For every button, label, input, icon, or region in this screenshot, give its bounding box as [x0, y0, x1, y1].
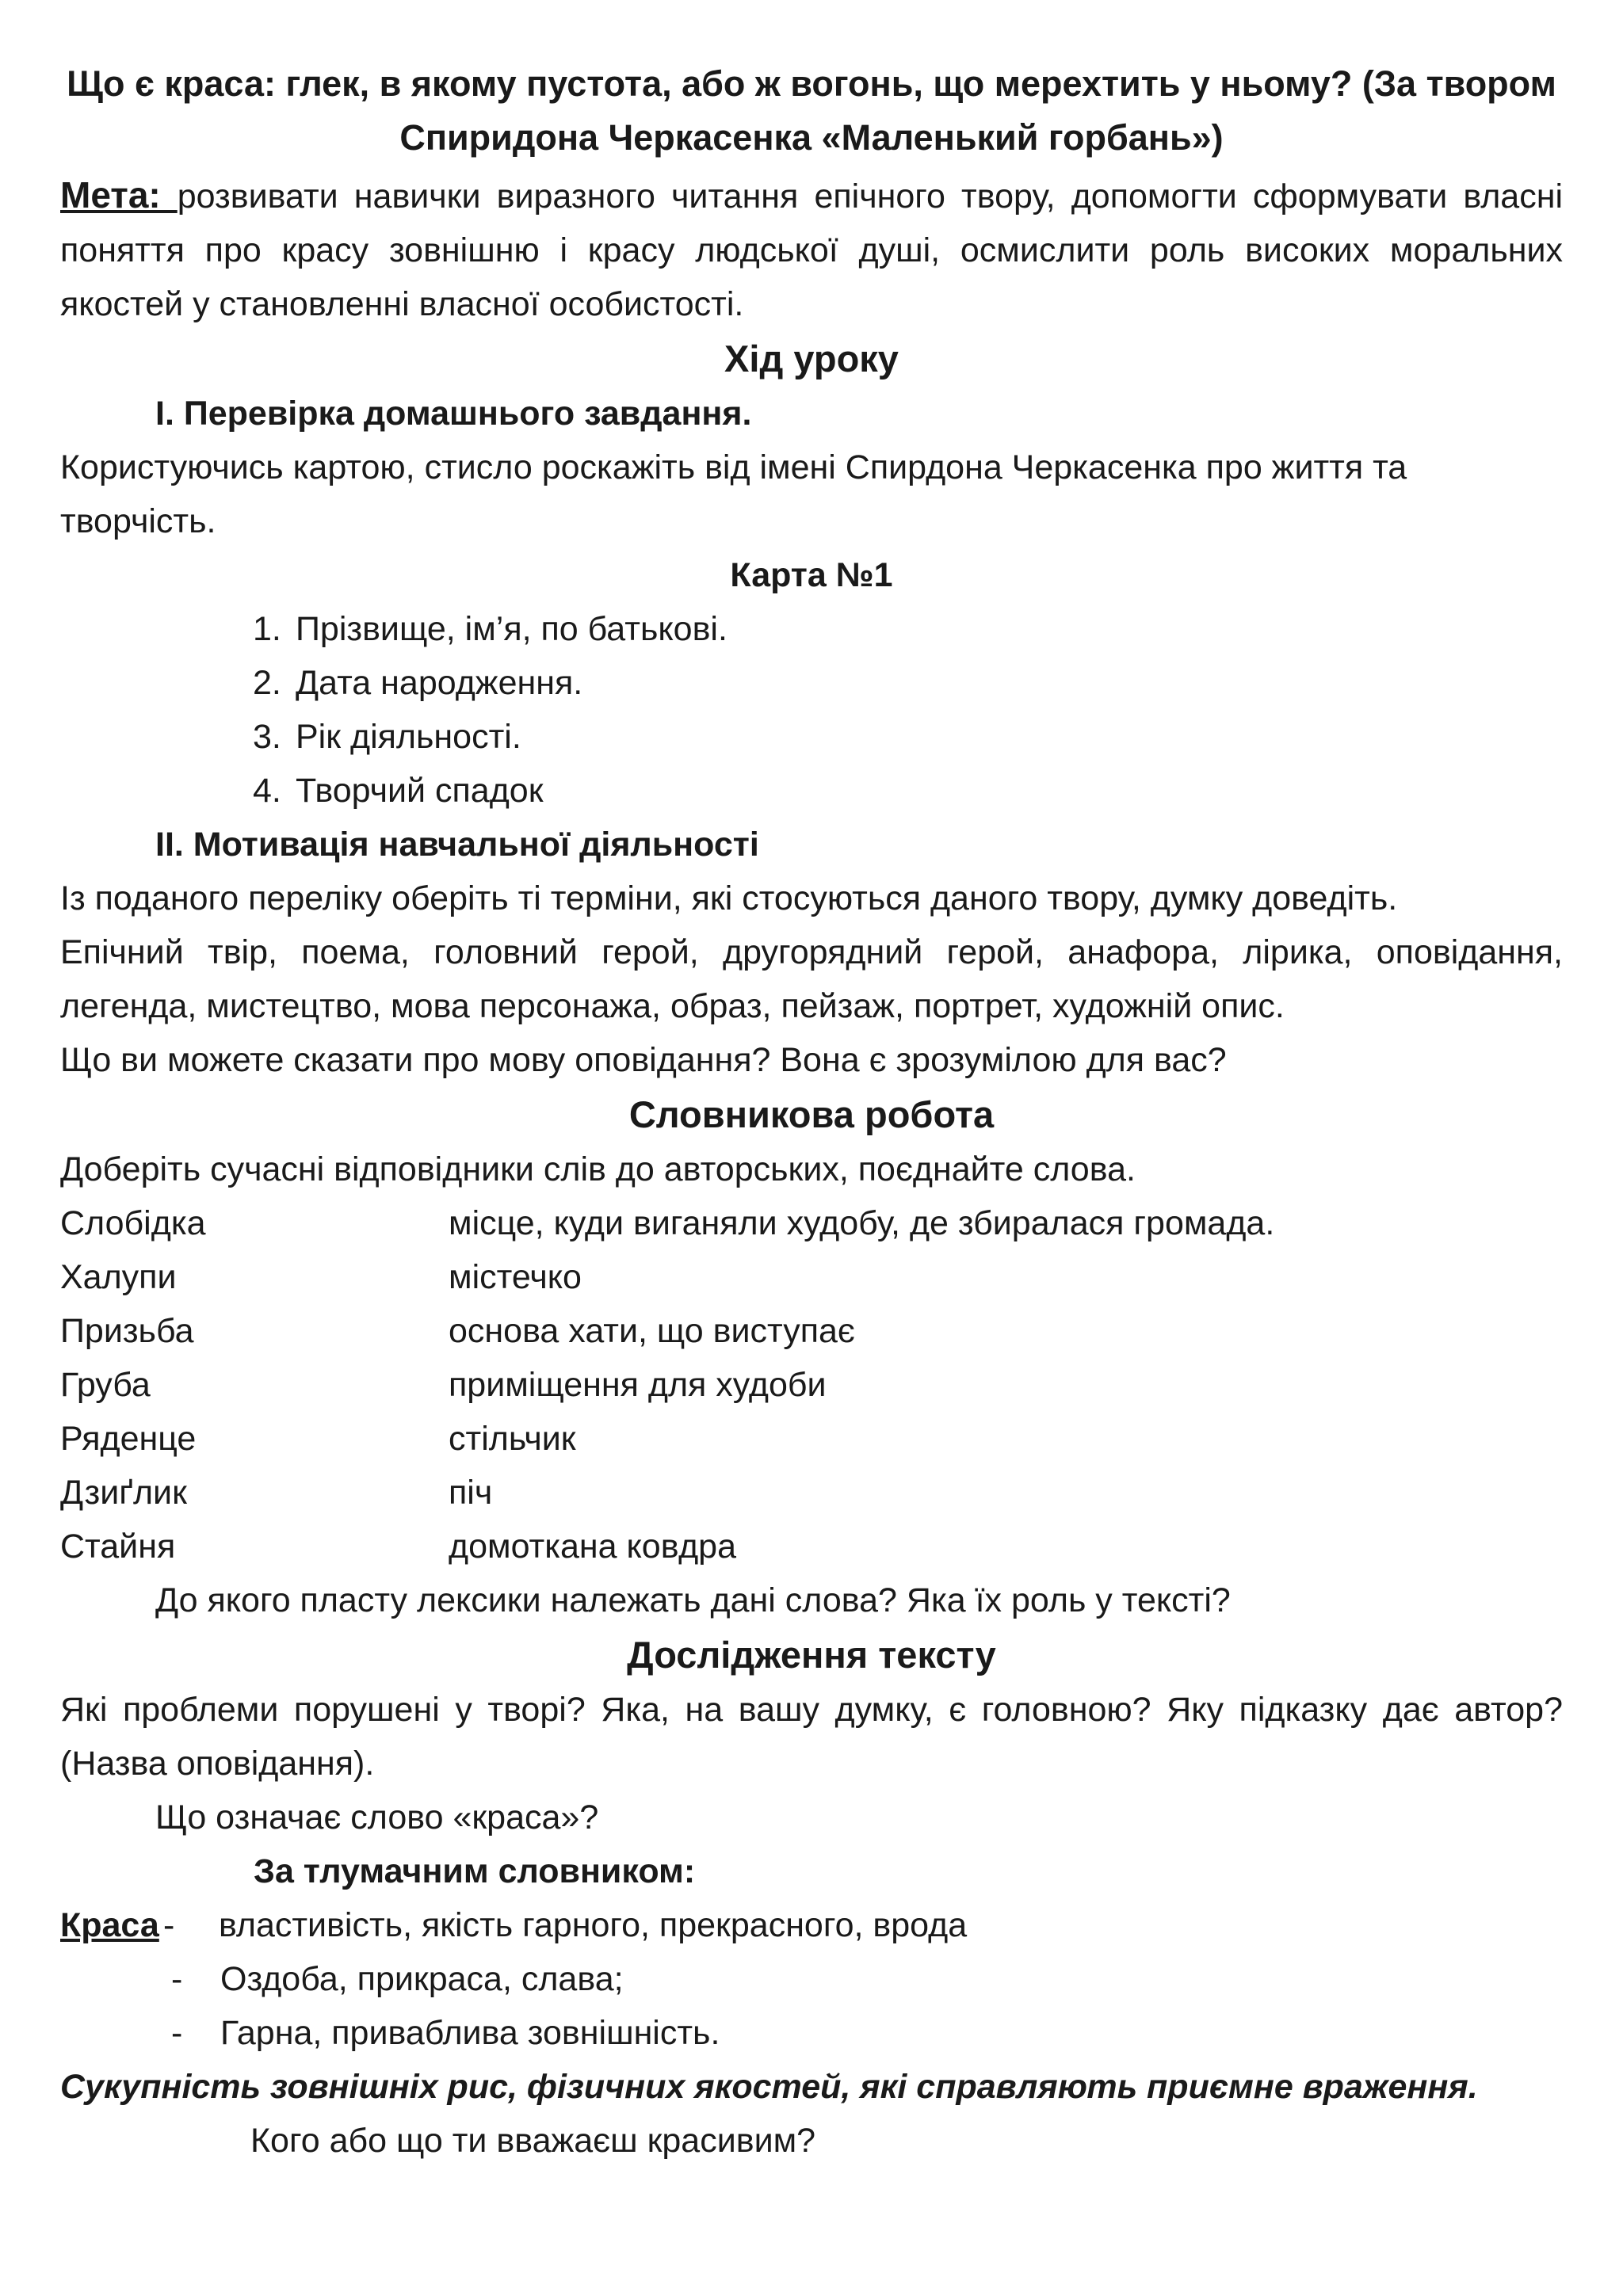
vocab-instruction: Доберіть сучасні відповідники слів до авторських, поєднайте слова.: [60, 1150, 1136, 1188]
section2-heading: ІІ. Мотивація навчальної діяльності: [155, 826, 759, 864]
research-question-2: Що означає слово «краса»?: [155, 1798, 599, 1836]
vocab-term: Стайня: [60, 1527, 176, 1566]
vocab-meaning: місце, куди виганяли худобу, де збиралася громада.: [449, 1204, 1275, 1242]
vocab-term: Халупи: [60, 1258, 177, 1296]
vocab-table: [60, 1196, 1563, 1573]
vocab-meaning: приміщення для худоби: [449, 1366, 827, 1404]
vocab-row: [60, 1250, 1563, 1304]
vocab-row: [60, 1304, 1563, 1358]
card-item: 3. Рік діяльності.: [253, 718, 521, 756]
lesson-heading: Хід уроку: [724, 338, 899, 379]
card-title: Карта №1: [730, 556, 893, 594]
card-item: 1. Прізвище, ім’я, по батькові.: [253, 610, 727, 648]
card-list: [60, 602, 1563, 818]
sub-definition: - Оздоба, прикраса, слава;: [171, 1960, 624, 1998]
vocab-meaning: домоткана ковдра: [449, 1527, 737, 1566]
vocab-row: [60, 1358, 1563, 1412]
vocab-meaning: містечко: [449, 1258, 582, 1296]
purpose-text: розвивати навички виразного читання епічного твору, допомогти сформувати власні поняття про красу зовнішню і красу людської душі, осмислити роль високих моральних якостей у становленні власної особистості.: [60, 177, 1563, 323]
vocab-term: Дзиґлик: [60, 1474, 187, 1512]
vocab-term: Груба: [60, 1366, 151, 1404]
lesson-purpose: [60, 168, 1563, 331]
document-page: [60, 57, 1563, 2168]
document-title: Що є краса: глек, в якому пустота, або ж вогонь, що мерехтить у ньому? (За твором Спиридона Черкасенка «Маленький горбань»): [67, 63, 1556, 158]
italic-definition: Сукупність зовнішніх рис, фізичних якостей, які справляють приємне враження.: [60, 2068, 1478, 2106]
definition-dash: -: [163, 1906, 175, 1944]
vocab-question: До якого пласту лексики належать дані слова? Яка їх роль у тексті?: [155, 1581, 1231, 1619]
research-question-1: Які проблеми порушені у творі? Яка, на вашу думку, є головною? Яку підказку дає автор? (Назва оповідання).: [60, 1691, 1563, 1783]
definition-row: [60, 1898, 1563, 1952]
vocab-heading: Словникова робота: [628, 1093, 995, 1135]
section2-terms: Епічний твір, поема, головний герой, другорядний герой, анафора, лірика, оповідання, легенда, мистецтво, мова персонажа, образ, пейзаж, портрет, художній опис.: [60, 933, 1563, 1025]
vocab-term: Призьба: [60, 1312, 194, 1350]
vocab-meaning: піч: [449, 1474, 493, 1512]
section2-question: Що ви можете сказати про мову оповідання? Вона є зрозумілою для вас?: [60, 1041, 1227, 1079]
section1-instruction: Користуючись картою, стисло роскажіть від імені Спирдона Черкасенка про життя та творчість.: [60, 448, 1407, 540]
vocab-term: Ряденце: [60, 1420, 197, 1458]
vocab-row: [60, 1196, 1563, 1250]
card-item: 4. Творчий спадок: [253, 772, 544, 810]
vocab-meaning: основа хати, що виступає: [449, 1312, 855, 1350]
section2-instruction: Із поданого переліку оберіть ті терміни, які стосуються даного твору, думку доведіть.: [60, 879, 1398, 917]
dictionary-label: За тлумачним словником:: [254, 1852, 696, 1890]
final-question: Кого або що ти вважаєш красивим?: [250, 2122, 816, 2160]
vocab-row: [60, 1412, 1563, 1466]
definition-term: Краса: [60, 1906, 159, 1944]
purpose-label: Мета:: [60, 174, 178, 215]
vocab-row: [60, 1466, 1563, 1520]
research-heading: Дослідження тексту: [627, 1634, 996, 1676]
definition-text: властивість, якість гарного, прекрасного, врода: [219, 1906, 968, 1944]
section1-heading: І. Перевірка домашнього завдання.: [155, 395, 752, 433]
vocab-meaning: стільчик: [449, 1420, 576, 1458]
vocab-row: [60, 1520, 1563, 1573]
card-item: 2. Дата народження.: [253, 664, 583, 702]
vocab-term: Слобідка: [60, 1204, 206, 1242]
sub-definition: - Гарна, приваблива зовнішність.: [171, 2014, 720, 2052]
